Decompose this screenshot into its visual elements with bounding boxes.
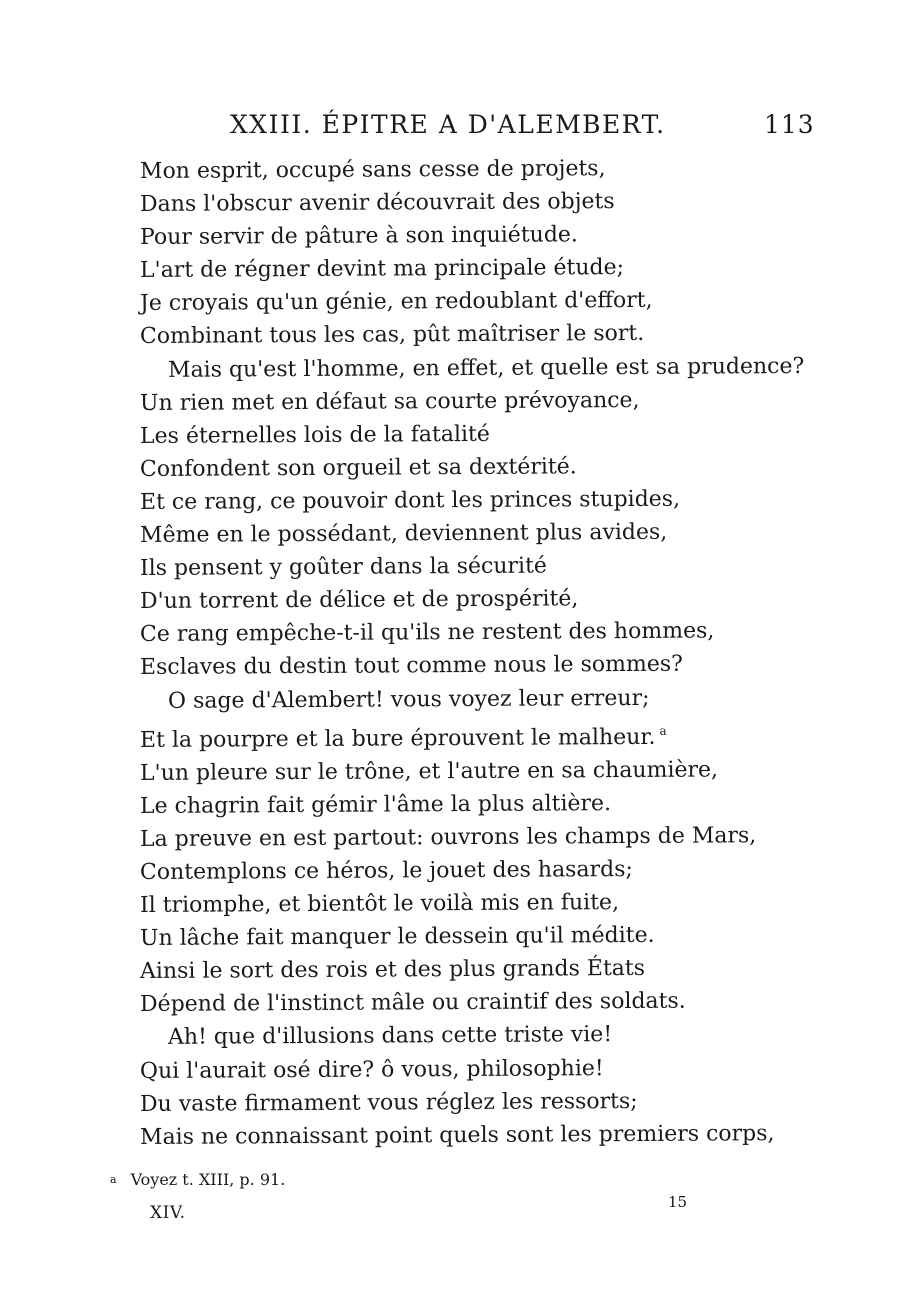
verse-line: Combinant tous les cas, pût maîtriser le sort. [139, 321, 645, 350]
verse-line: Les éternelles lois de la fatalité [139, 421, 490, 449]
verse-line: Je croyais qu'un génie, en redoublant d'effort, [139, 288, 653, 317]
verse-line: O sage d'Alembert! vous voyez leur erreur; [167, 685, 650, 714]
footnote-mark: a [110, 1173, 117, 1186]
verse-line: Esclaves du destin tout comme nous le sommes? [139, 652, 683, 681]
poem-text [139, 155, 805, 1154]
verse-line: L'art de régner devint ma principale étude; [139, 255, 625, 284]
page-number: 113 [764, 110, 815, 139]
signature-volume: XIV. [150, 1203, 186, 1223]
verse-line: Mon esprit, occupé sans cesse de projets, [139, 156, 606, 184]
verse-line: Même en le possédant, deviennent plus avides, [139, 519, 668, 549]
verse-line: Qui l'aurait osé dire? ô vous, philosophie! [139, 1055, 604, 1084]
verse-line: Un lâche fait manquer le dessein qu'il médite. [139, 923, 655, 952]
verse-line-with-note [140, 714, 780, 757]
verse-line: Pour servir de pâture à son inquiétude. [139, 222, 578, 251]
verse-line: Le chagrin fait gémir l'âme la plus altière. [139, 790, 612, 819]
verse-line: D'un torrent de délice et de prospérité, [139, 586, 579, 615]
note-reference-mark: a [659, 723, 667, 738]
verse-text: Et la pourpre et la bure éprouvent le malheur. [139, 724, 656, 753]
verse-line: Mais ne connaissant point quels sont les premiers corps, [139, 1120, 775, 1150]
page-header [0, 110, 900, 142]
verse-line: Mais qu'est l'homme, en effet, et quelle est sa prudence? [167, 353, 805, 383]
verse-line: Ce rang empêche-t-il qu'ils ne restent des hommes, [139, 618, 715, 648]
footnote [110, 1170, 285, 1189]
verse-line: Dans l'obscur avenir découvrait des objets [139, 189, 615, 218]
verse-line: Ils pensent y goûter dans la sécurité [139, 553, 547, 582]
verse-line: Confondent son orgueil et sa dextérité. [139, 454, 577, 482]
running-title: XXIII. ÉPITRE A D'ALEMBERT. [230, 110, 666, 139]
verse-line: Ah! que d'illusions dans cette triste vie! [167, 1022, 613, 1051]
verse-line: La preuve en est partout: ouvrons les champs de Mars, [139, 823, 757, 852]
verse-line: L'un pleure sur le trône, et l'autre en sa chaumière, [139, 757, 719, 786]
verse-line: Du vaste firmament vous réglez les ressorts; [139, 1088, 638, 1117]
verse-line: Il triomphe, et bientôt le voilà mis en fuite, [139, 890, 620, 919]
verse-line: Ainsi le sort des rois et des plus grands États [139, 956, 646, 985]
signature-number: 15 [668, 1193, 688, 1211]
footnote-text: Voyez t. XIII, p. 91. [130, 1170, 286, 1189]
verse-line: Et ce rang, ce pouvoir dont les princes stupides, [139, 486, 681, 515]
verse-line: Un rien met en défaut sa courte prévoyance, [139, 387, 640, 416]
verse-line: Dépend de l'instinct mâle ou craintif des soldats. [139, 989, 686, 1018]
verse-line: Contemplons ce héros, le jouet des hasards; [139, 856, 633, 885]
